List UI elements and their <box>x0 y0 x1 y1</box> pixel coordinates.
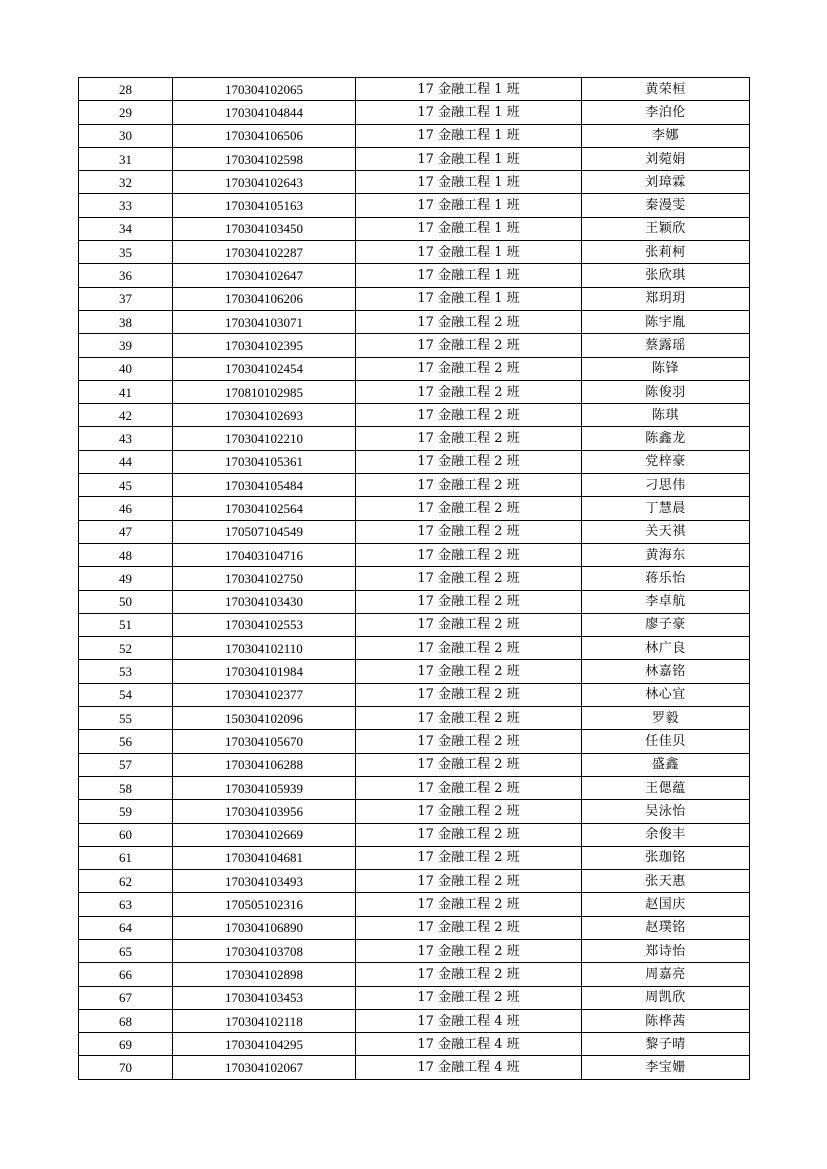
class-cell: 17 金融工程 2 班 <box>356 613 582 636</box>
table-row <box>79 637 750 660</box>
row-number-cell: 46 <box>79 497 173 520</box>
table-row <box>79 450 750 473</box>
class-cell: 17 金融工程 2 班 <box>356 916 582 939</box>
class-cell: 17 金融工程 2 班 <box>356 310 582 333</box>
student-name-cell: 任佳贝 <box>582 730 750 753</box>
row-number-cell: 59 <box>79 800 173 823</box>
student-id-cell: 170304106206 <box>173 287 356 310</box>
table-row <box>79 916 750 939</box>
class-cell: 17 金融工程 2 班 <box>356 520 582 543</box>
student-name-cell: 秦漫雯 <box>582 194 750 217</box>
table-row <box>79 707 750 730</box>
row-number-cell: 33 <box>79 194 173 217</box>
row-number-cell: 47 <box>79 520 173 543</box>
student-id-cell: 170304102598 <box>173 147 356 170</box>
student-name-cell: 张珈铭 <box>582 846 750 869</box>
class-cell: 17 金融工程 2 班 <box>356 963 582 986</box>
class-cell: 17 金融工程 2 班 <box>356 707 582 730</box>
class-cell: 17 金融工程 2 班 <box>356 800 582 823</box>
student-name-cell: 刘璋霖 <box>582 171 750 194</box>
class-cell: 17 金融工程 4 班 <box>356 1056 582 1079</box>
row-number-cell: 64 <box>79 916 173 939</box>
row-number-cell: 69 <box>79 1033 173 1056</box>
roster-table-body <box>79 78 750 1080</box>
student-id-cell: 150304102096 <box>173 707 356 730</box>
row-number-cell: 39 <box>79 334 173 357</box>
table-row <box>79 776 750 799</box>
student-name-cell: 陈锋 <box>582 357 750 380</box>
row-number-cell: 30 <box>79 124 173 147</box>
table-row <box>79 404 750 427</box>
table-row <box>79 543 750 566</box>
row-number-cell: 32 <box>79 171 173 194</box>
row-number-cell: 28 <box>79 78 173 101</box>
table-row <box>79 1056 750 1079</box>
student-id-cell: 170304102454 <box>173 357 356 380</box>
row-number-cell: 57 <box>79 753 173 776</box>
class-cell: 17 金融工程 2 班 <box>356 404 582 427</box>
student-id-cell: 170304103708 <box>173 939 356 962</box>
student-name-cell: 林心宜 <box>582 683 750 706</box>
class-cell: 17 金融工程 1 班 <box>356 264 582 287</box>
student-id-cell: 170304103071 <box>173 310 356 333</box>
table-row <box>79 567 750 590</box>
class-cell: 17 金融工程 2 班 <box>356 567 582 590</box>
class-cell: 17 金融工程 4 班 <box>356 1009 582 1032</box>
student-name-cell: 黄荣桓 <box>582 78 750 101</box>
student-id-cell: 170304102647 <box>173 264 356 287</box>
table-row <box>79 101 750 124</box>
row-number-cell: 53 <box>79 660 173 683</box>
student-name-cell: 陈俊羽 <box>582 380 750 403</box>
student-name-cell: 黎子晴 <box>582 1033 750 1056</box>
row-number-cell: 36 <box>79 264 173 287</box>
student-name-cell: 蒋乐怡 <box>582 567 750 590</box>
row-number-cell: 41 <box>79 380 173 403</box>
table-row <box>79 334 750 357</box>
student-name-cell: 张天惠 <box>582 870 750 893</box>
row-number-cell: 68 <box>79 1009 173 1032</box>
student-name-cell: 刘菀娟 <box>582 147 750 170</box>
table-row <box>79 986 750 1009</box>
student-id-cell: 170304106506 <box>173 124 356 147</box>
class-cell: 17 金融工程 2 班 <box>356 474 582 497</box>
table-row <box>79 287 750 310</box>
class-cell: 17 金融工程 1 班 <box>356 287 582 310</box>
row-number-cell: 50 <box>79 590 173 613</box>
student-name-cell: 廖子豪 <box>582 613 750 636</box>
class-cell: 17 金融工程 1 班 <box>356 241 582 264</box>
table-row <box>79 660 750 683</box>
row-number-cell: 52 <box>79 637 173 660</box>
student-id-cell: 170304103453 <box>173 986 356 1009</box>
student-id-cell: 170304102395 <box>173 334 356 357</box>
class-cell: 17 金融工程 2 班 <box>356 893 582 916</box>
student-name-cell: 丁慧晨 <box>582 497 750 520</box>
student-name-cell: 陈宇胤 <box>582 310 750 333</box>
row-number-cell: 35 <box>79 241 173 264</box>
row-number-cell: 43 <box>79 427 173 450</box>
table-row <box>79 800 750 823</box>
student-id-cell: 170304103493 <box>173 870 356 893</box>
class-cell: 17 金融工程 2 班 <box>356 543 582 566</box>
row-number-cell: 67 <box>79 986 173 1009</box>
class-cell: 17 金融工程 2 班 <box>356 846 582 869</box>
table-row <box>79 147 750 170</box>
table-row <box>79 730 750 753</box>
student-name-cell: 周嘉亮 <box>582 963 750 986</box>
student-id-cell: 170304102898 <box>173 963 356 986</box>
student-name-cell: 吴泳怡 <box>582 800 750 823</box>
table-row <box>79 1033 750 1056</box>
student-name-cell: 李泊伦 <box>582 101 750 124</box>
table-row <box>79 590 750 613</box>
document-page <box>78 77 749 1080</box>
student-name-cell: 郑诗怡 <box>582 939 750 962</box>
row-number-cell: 44 <box>79 450 173 473</box>
class-cell: 17 金融工程 2 班 <box>356 334 582 357</box>
student-id-cell: 170304102118 <box>173 1009 356 1032</box>
student-name-cell: 陈桦茜 <box>582 1009 750 1032</box>
row-number-cell: 70 <box>79 1056 173 1079</box>
table-row <box>79 310 750 333</box>
student-id-cell: 170304103956 <box>173 800 356 823</box>
row-number-cell: 58 <box>79 776 173 799</box>
table-row <box>79 427 750 450</box>
student-name-cell: 陈琪 <box>582 404 750 427</box>
student-id-cell: 170304102377 <box>173 683 356 706</box>
class-cell: 17 金融工程 2 班 <box>356 730 582 753</box>
row-number-cell: 48 <box>79 543 173 566</box>
row-number-cell: 62 <box>79 870 173 893</box>
table-row <box>79 963 750 986</box>
student-id-cell: 170403104716 <box>173 543 356 566</box>
student-name-cell: 赵国庆 <box>582 893 750 916</box>
row-number-cell: 55 <box>79 707 173 730</box>
student-id-cell: 170304105163 <box>173 194 356 217</box>
student-id-cell: 170304105361 <box>173 450 356 473</box>
student-name-cell: 林嘉铭 <box>582 660 750 683</box>
class-cell: 17 金融工程 2 班 <box>356 823 582 846</box>
table-row <box>79 78 750 101</box>
row-number-cell: 38 <box>79 310 173 333</box>
class-cell: 17 金融工程 1 班 <box>356 171 582 194</box>
class-cell: 17 金融工程 1 班 <box>356 101 582 124</box>
student-id-cell: 170304102110 <box>173 637 356 660</box>
student-name-cell: 蔡露瑶 <box>582 334 750 357</box>
table-row <box>79 1009 750 1032</box>
student-name-cell: 赵璞铭 <box>582 916 750 939</box>
student-id-cell: 170304102643 <box>173 171 356 194</box>
row-number-cell: 40 <box>79 357 173 380</box>
class-cell: 17 金融工程 2 班 <box>356 753 582 776</box>
student-name-cell: 余俊丰 <box>582 823 750 846</box>
row-number-cell: 49 <box>79 567 173 590</box>
student-id-cell: 170304104844 <box>173 101 356 124</box>
class-cell: 17 金融工程 2 班 <box>356 683 582 706</box>
student-roster-table <box>78 77 750 1080</box>
row-number-cell: 34 <box>79 217 173 240</box>
table-row <box>79 497 750 520</box>
student-id-cell: 170304104681 <box>173 846 356 869</box>
student-id-cell: 170304102669 <box>173 823 356 846</box>
table-row <box>79 357 750 380</box>
student-name-cell: 郑玥玥 <box>582 287 750 310</box>
student-id-cell: 170810102985 <box>173 380 356 403</box>
table-row <box>79 939 750 962</box>
student-id-cell: 170304105670 <box>173 730 356 753</box>
class-cell: 17 金融工程 2 班 <box>356 939 582 962</box>
class-cell: 17 金融工程 2 班 <box>356 637 582 660</box>
table-row <box>79 870 750 893</box>
student-name-cell: 黄海东 <box>582 543 750 566</box>
table-row <box>79 264 750 287</box>
class-cell: 17 金融工程 1 班 <box>356 147 582 170</box>
table-row <box>79 474 750 497</box>
class-cell: 17 金融工程 2 班 <box>356 870 582 893</box>
table-row <box>79 217 750 240</box>
row-number-cell: 65 <box>79 939 173 962</box>
class-cell: 17 金融工程 2 班 <box>356 660 582 683</box>
class-cell: 17 金融工程 2 班 <box>356 357 582 380</box>
class-cell: 17 金融工程 1 班 <box>356 78 582 101</box>
table-row <box>79 613 750 636</box>
student-id-cell: 170304106288 <box>173 753 356 776</box>
class-cell: 17 金融工程 2 班 <box>356 776 582 799</box>
student-name-cell: 盛鑫 <box>582 753 750 776</box>
row-number-cell: 61 <box>79 846 173 869</box>
student-id-cell: 170304102067 <box>173 1056 356 1079</box>
student-id-cell: 170304101984 <box>173 660 356 683</box>
student-name-cell: 张欣琪 <box>582 264 750 287</box>
row-number-cell: 56 <box>79 730 173 753</box>
row-number-cell: 54 <box>79 683 173 706</box>
student-id-cell: 170304102287 <box>173 241 356 264</box>
student-name-cell: 李宝姗 <box>582 1056 750 1079</box>
row-number-cell: 45 <box>79 474 173 497</box>
class-cell: 17 金融工程 2 班 <box>356 450 582 473</box>
row-number-cell: 51 <box>79 613 173 636</box>
student-name-cell: 陈鑫龙 <box>582 427 750 450</box>
student-name-cell: 刁思伟 <box>582 474 750 497</box>
table-row <box>79 846 750 869</box>
student-name-cell: 王颖欣 <box>582 217 750 240</box>
student-name-cell: 李娜 <box>582 124 750 147</box>
table-row <box>79 823 750 846</box>
table-row <box>79 171 750 194</box>
row-number-cell: 37 <box>79 287 173 310</box>
class-cell: 17 金融工程 2 班 <box>356 497 582 520</box>
row-number-cell: 42 <box>79 404 173 427</box>
table-row <box>79 194 750 217</box>
class-cell: 17 金融工程 4 班 <box>356 1033 582 1056</box>
student-id-cell: 170304102564 <box>173 497 356 520</box>
row-number-cell: 31 <box>79 147 173 170</box>
student-name-cell: 周凯欣 <box>582 986 750 1009</box>
table-row <box>79 753 750 776</box>
student-id-cell: 170304102210 <box>173 427 356 450</box>
student-id-cell: 170304103450 <box>173 217 356 240</box>
student-name-cell: 林广良 <box>582 637 750 660</box>
class-cell: 17 金融工程 2 班 <box>356 986 582 1009</box>
student-id-cell: 170505102316 <box>173 893 356 916</box>
student-name-cell: 李卓航 <box>582 590 750 613</box>
student-name-cell: 张莉柯 <box>582 241 750 264</box>
row-number-cell: 29 <box>79 101 173 124</box>
student-name-cell: 党梓豪 <box>582 450 750 473</box>
student-name-cell: 王偲蕴 <box>582 776 750 799</box>
student-id-cell: 170304103430 <box>173 590 356 613</box>
table-row <box>79 241 750 264</box>
table-row <box>79 893 750 916</box>
student-id-cell: 170304102693 <box>173 404 356 427</box>
class-cell: 17 金融工程 2 班 <box>356 590 582 613</box>
table-row <box>79 520 750 543</box>
row-number-cell: 63 <box>79 893 173 916</box>
student-id-cell: 170304102065 <box>173 78 356 101</box>
table-row <box>79 380 750 403</box>
student-id-cell: 170304104295 <box>173 1033 356 1056</box>
table-row <box>79 683 750 706</box>
student-id-cell: 170304106890 <box>173 916 356 939</box>
table-row <box>79 124 750 147</box>
student-id-cell: 170304105939 <box>173 776 356 799</box>
student-name-cell: 关天祺 <box>582 520 750 543</box>
student-name-cell: 罗毅 <box>582 707 750 730</box>
class-cell: 17 金融工程 2 班 <box>356 427 582 450</box>
class-cell: 17 金融工程 1 班 <box>356 124 582 147</box>
class-cell: 17 金融工程 1 班 <box>356 217 582 240</box>
row-number-cell: 66 <box>79 963 173 986</box>
student-id-cell: 170507104549 <box>173 520 356 543</box>
class-cell: 17 金融工程 1 班 <box>356 194 582 217</box>
row-number-cell: 60 <box>79 823 173 846</box>
student-id-cell: 170304102553 <box>173 613 356 636</box>
student-id-cell: 170304105484 <box>173 474 356 497</box>
student-id-cell: 170304102750 <box>173 567 356 590</box>
class-cell: 17 金融工程 2 班 <box>356 380 582 403</box>
